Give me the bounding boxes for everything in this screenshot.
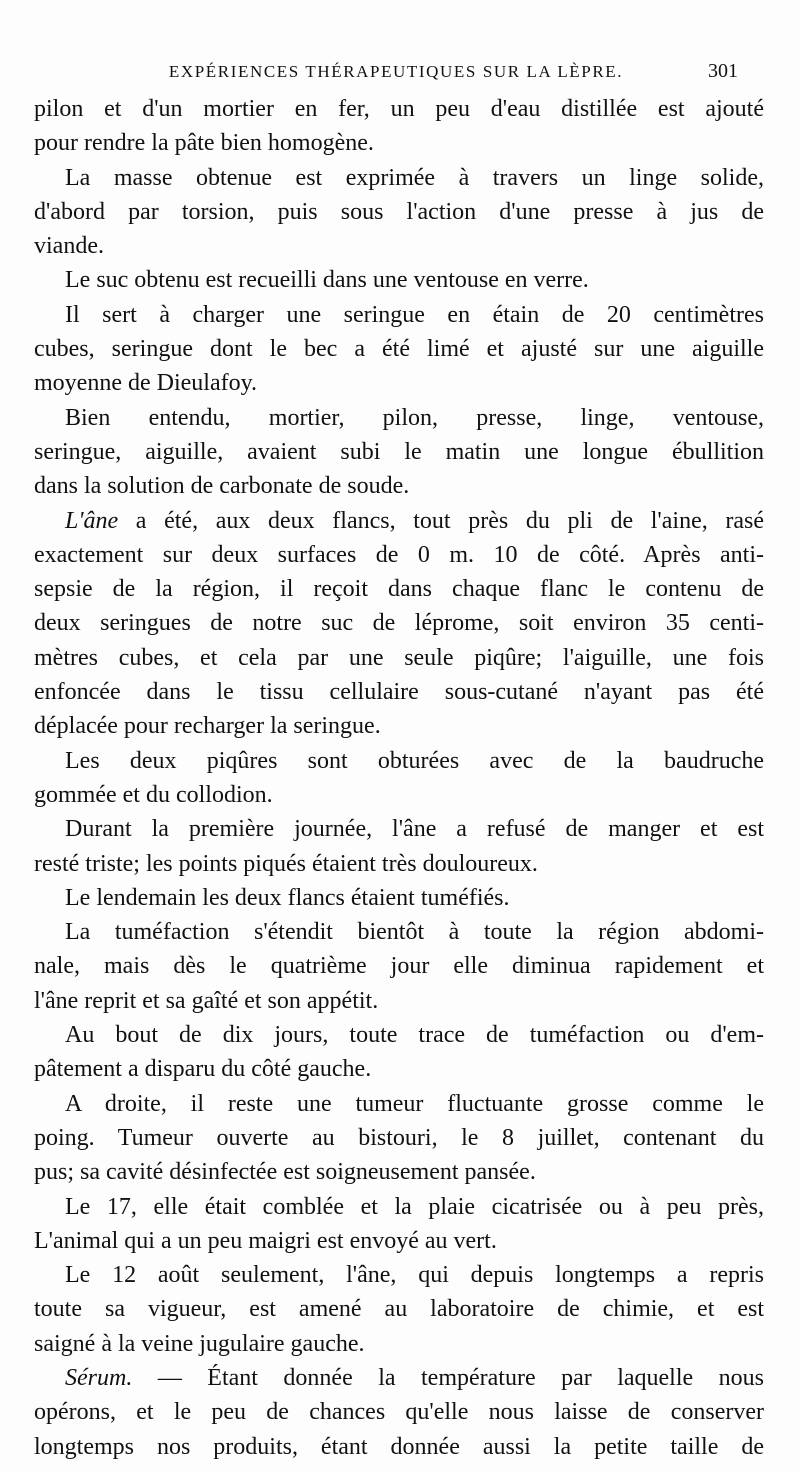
text-line: L'animal qui a un peu maigri est envoyé au vert. bbox=[34, 1227, 497, 1254]
text-line: Il sert à charger une seringue en étain de 20 centimètres bbox=[65, 301, 764, 328]
text-line: pus; sa cavité désinfectée est soigneusement pansée. bbox=[34, 1159, 536, 1186]
text-line: Le 17, elle était comblée et la plaie cicatrisée ou à peu près, bbox=[65, 1193, 764, 1220]
text-line: l'âne reprit et sa gaîté et son appétit. bbox=[34, 987, 379, 1014]
text-line: saigné à la veine jugulaire gauche. bbox=[34, 1330, 365, 1357]
text-line: sepsie de la région, il reçoit dans chaque flanc le contenu de bbox=[34, 576, 764, 603]
text-line-rest: — Étant donnée la température par laquelle nous bbox=[157, 1364, 764, 1391]
text-line: La masse obtenue est exprimée à travers un linge solide, bbox=[65, 164, 764, 191]
body-text bbox=[34, 92, 764, 1464]
text-line: opérons, et le peu de chances qu'elle nous laisse de conserver bbox=[34, 1399, 764, 1426]
running-title: EXPÉRIENCES THÉRAPEUTIQUES SUR LA LÈPRE. bbox=[168, 62, 624, 81]
text-line: Bien entendu, mortier, pilon, presse, linge, ventouse, bbox=[65, 404, 764, 431]
text-line-serum bbox=[34, 1361, 764, 1395]
text-line: mètres cubes, et cela par une seule piqûre; l'aiguille, une fois bbox=[34, 644, 764, 671]
text-line: pâtement a disparu du côté gauche. bbox=[34, 1056, 372, 1083]
text-line: d'abord par torsion, puis sous l'action d'une presse à jus de bbox=[34, 198, 764, 225]
text-line: Au bout de dix jours, toute trace de tuméfaction ou d'em- bbox=[65, 1022, 764, 1049]
text-line: nale, mais dès le quatrième jour elle diminua rapidement et bbox=[34, 953, 764, 980]
text-line: Durant la première journée, l'âne a refusé de manger et est bbox=[65, 816, 764, 843]
text-line: viande. bbox=[34, 233, 104, 260]
text-line: resté triste; les points piqués étaient très douloureux. bbox=[34, 850, 538, 877]
text-line: poing. Tumeur ouverte au bistouri, le 8 juillet, contenant du bbox=[34, 1124, 764, 1151]
text-line: pour rendre la pâte bien homogène. bbox=[34, 130, 374, 157]
text-line-ane bbox=[34, 504, 764, 538]
text-line: enfoncée dans le tissu cellulaire sous-cutané n'ayant pas été bbox=[34, 679, 764, 706]
italic-term-serum: Sérum. bbox=[65, 1364, 133, 1391]
text-line-rest: a été, aux deux flancs, tout près du pli de l'aine, rasé bbox=[135, 507, 765, 534]
running-head bbox=[40, 58, 752, 88]
text-line: deux seringues de notre suc de léprome, soit environ 35 centi- bbox=[34, 610, 764, 637]
italic-term-ane: L'âne bbox=[65, 507, 119, 534]
page-number: 301 bbox=[708, 60, 738, 82]
text-line: A droite, il reste une tumeur fluctuante grosse comme le bbox=[65, 1090, 764, 1117]
text-line: Le 12 août seulement, l'âne, qui depuis longtemps a repris bbox=[65, 1262, 764, 1289]
text-line: déplacée pour recharger la seringue. bbox=[34, 713, 381, 740]
text-line: Les deux piqûres sont obturées avec de la baudruche bbox=[65, 747, 764, 774]
text-line: cubes, seringue dont le bec a été limé et ajusté sur une aiguille bbox=[34, 336, 764, 363]
text-line: toute sa vigueur, est amené au laboratoire de chimie, et est bbox=[34, 1296, 764, 1323]
text-line: Le suc obtenu est recueilli dans une ventouse en verre. bbox=[65, 267, 589, 294]
text-line: Le lendemain les deux flancs étaient tuméfiés. bbox=[65, 884, 510, 911]
text-line: seringue, aiguille, avaient subi le matin une longue ébullition bbox=[34, 438, 764, 465]
text-line: dans la solution de carbonate de soude. bbox=[34, 473, 410, 500]
text-line: La tuméfaction s'étendit bientôt à toute la région abdomi- bbox=[65, 919, 764, 946]
text-line: exactement sur deux surfaces de 0 m. 10 de côté. Après anti- bbox=[34, 541, 764, 568]
text-line: longtemps nos produits, étant donnée aussi la petite taille de bbox=[34, 1433, 764, 1460]
text-line: moyenne de Dieulafoy. bbox=[34, 370, 258, 397]
text-line: pilon et d'un mortier en fer, un peu d'eau distillée est ajouté bbox=[34, 96, 764, 122]
text-line: gommée et du collodion. bbox=[34, 781, 273, 808]
